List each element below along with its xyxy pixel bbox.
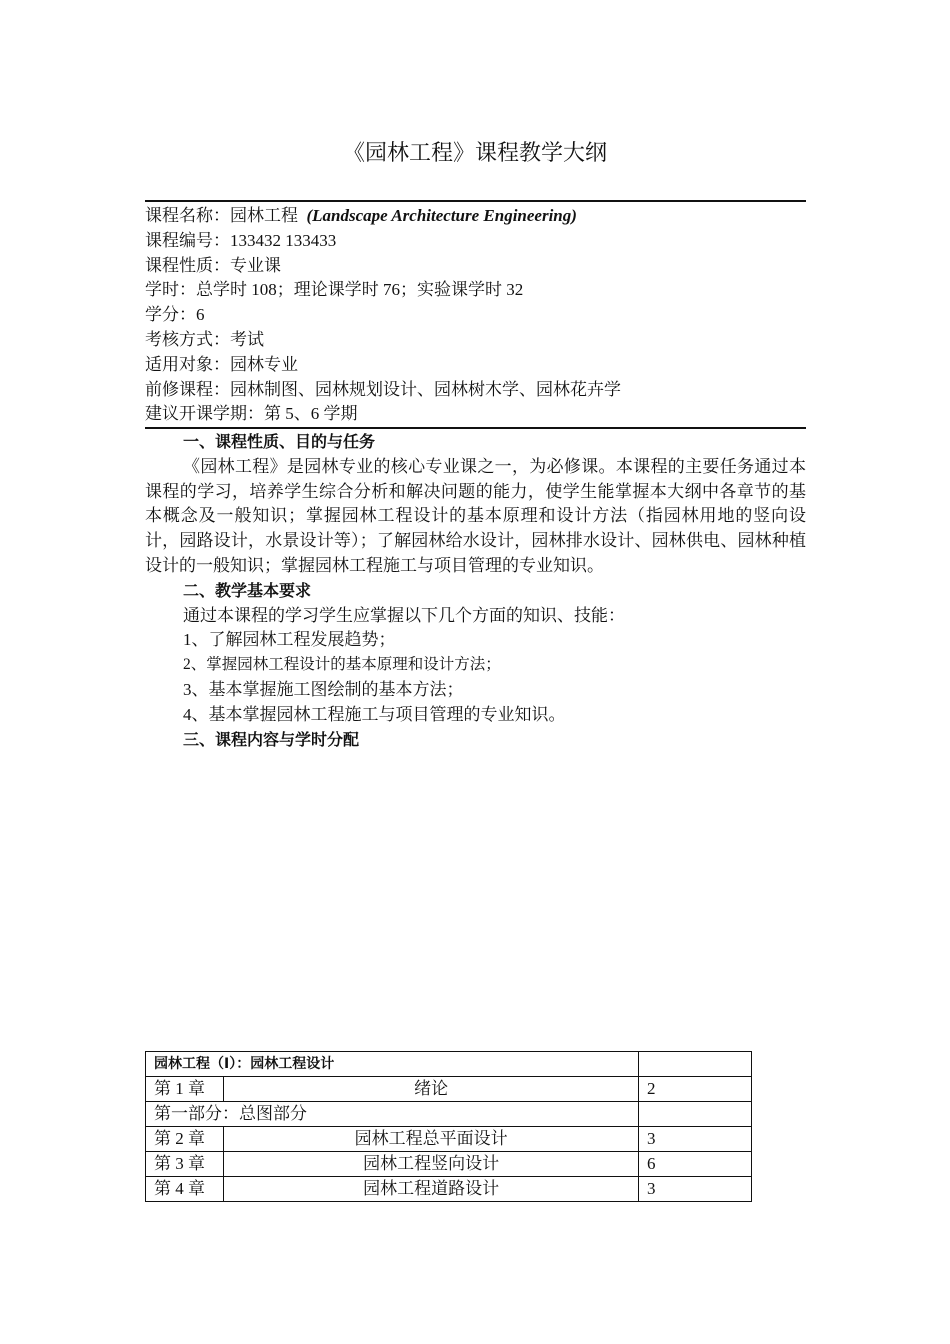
- table-row: [146, 1077, 752, 1102]
- course-code: 课程编号：133432 133433: [145, 230, 337, 250]
- hours-cell: 3: [638, 1177, 751, 1202]
- course-hours: 学时：总学时 108；理论课学时 76；实验课学时 32: [145, 280, 524, 300]
- document-title: 《园林工程》课程教学大纲: [342, 141, 607, 166]
- hours-cell: 6: [638, 1152, 751, 1177]
- table-row: [146, 1177, 752, 1202]
- course-info: [145, 204, 806, 427]
- hours-cell: [638, 1102, 751, 1127]
- course-nature: 课程性质：专业课: [145, 255, 281, 275]
- course-exam: 考核方式：考试: [145, 329, 264, 349]
- hours-table: [145, 1051, 752, 1202]
- section-2-heading: 二、教学基本要求: [183, 580, 312, 600]
- topic-cell: 园林工程道路设计: [224, 1177, 639, 1202]
- syllabus-body: [145, 430, 806, 752]
- table-row: [146, 1102, 752, 1127]
- course-semester: 建议开课学期：第 5、6 学期: [145, 404, 358, 424]
- table-row: [146, 1152, 752, 1177]
- requirement-item: 2、掌握园林工程设计的基本原理和设计方法；: [183, 656, 501, 674]
- topic-cell: 园林工程竖向设计: [224, 1152, 639, 1177]
- section-2-intro: 通过本课程的学习学生应掌握以下几个方面的知识、技能：: [183, 605, 625, 625]
- chapter-cell: 第 3 章: [146, 1152, 224, 1177]
- requirement-item: 3、基本掌握施工图绘制的基本方法；: [183, 679, 464, 699]
- requirement-item: 1、了解园林工程发展趋势；: [183, 630, 396, 650]
- table-row: [146, 1127, 752, 1152]
- requirement-item: 4、基本掌握园林工程施工与项目管理的专业知识。: [183, 704, 566, 724]
- top-rule: [145, 200, 806, 202]
- hours-cell: 3: [638, 1127, 751, 1152]
- section-1-heading: 一、课程性质、目的与任务: [183, 432, 376, 451]
- section-1-text: 《园林工程》是园林专业的核心专业课之一，为必修课。本课程的主要任务通过本课程的学习，培养学生综合分析和解决问题的能力，使学生能掌握本大纲中各章节的基本概念及一般知识；掌握园林工程设计的基本原理和设计方法（指园林用地的竖向设计，园路设计，水景设计等）；了解园林给水设计，园林排水设计、园林供电、园林种植设计的一般知识；掌握园林工程施工与项目管理的专业知识。: [145, 456, 806, 575]
- chapter-cell: 第 1 章: [146, 1077, 224, 1102]
- chapter-cell: 第 4 章: [146, 1177, 224, 1202]
- part-cell: 第一部分：总图部分: [146, 1102, 639, 1127]
- course-prereq: 前修课程：园林制图、园林规划设计、园林树木学、园林花卉学: [145, 379, 621, 399]
- table-header-row: [146, 1052, 752, 1077]
- topic-cell: 绪论: [224, 1077, 639, 1102]
- course-credits: 学分：6: [145, 305, 205, 325]
- hours-cell: 2: [638, 1077, 751, 1102]
- course-name-row: [145, 204, 806, 229]
- table-header: 园林工程（Ⅰ）：园林工程设计: [146, 1052, 639, 1077]
- section-3-heading: 三、课程内容与学时分配: [183, 729, 360, 749]
- course-name: 课程名称：园林工程: [145, 206, 298, 225]
- topic-cell: 园林工程总平面设计: [224, 1127, 639, 1152]
- bottom-rule: [145, 427, 806, 429]
- chapter-cell: 第 2 章: [146, 1127, 224, 1152]
- course-audience: 适用对象：园林专业: [145, 354, 298, 374]
- table-cell: [638, 1052, 751, 1077]
- course-name-en: (Landscape Architecture Engineering): [306, 206, 577, 225]
